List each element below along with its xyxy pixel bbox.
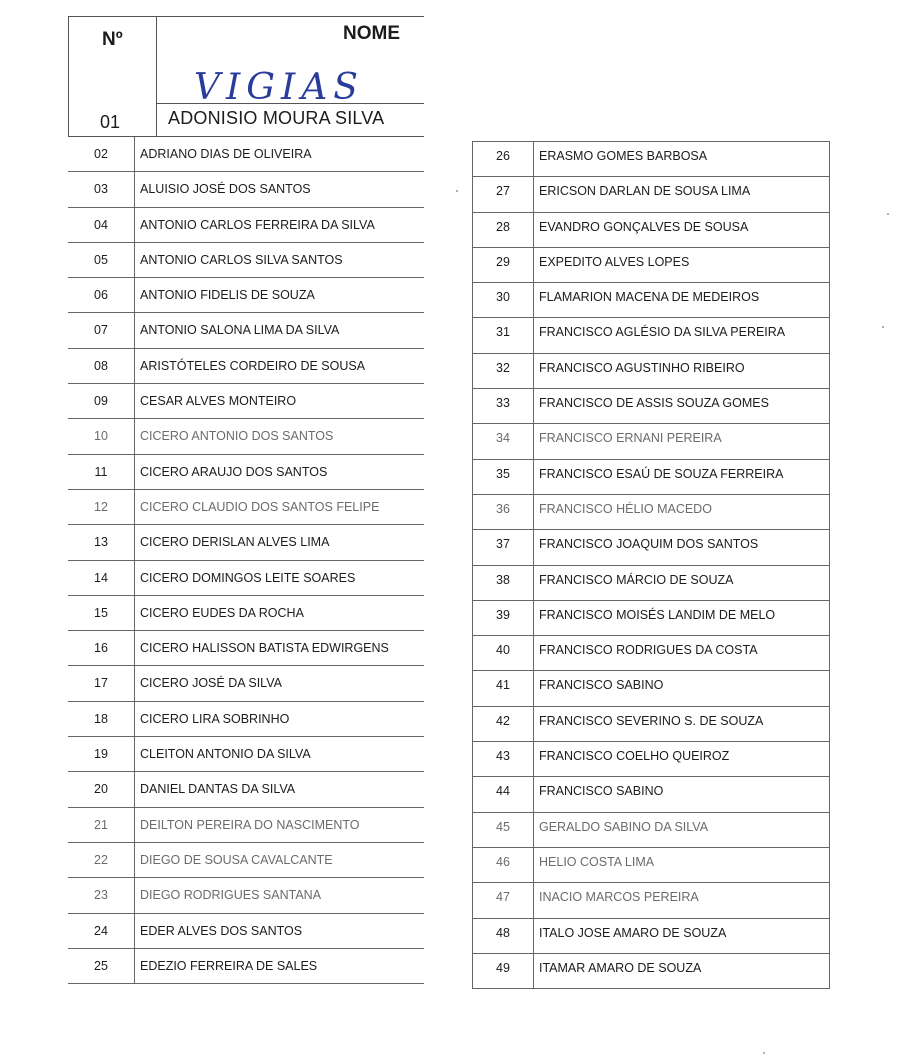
row-number: 02	[94, 147, 108, 161]
row-number: 35	[496, 466, 510, 481]
table-row	[473, 742, 829, 777]
handwritten-title: VIGIAS	[194, 67, 364, 108]
table-row	[68, 843, 424, 878]
table-row	[68, 631, 424, 666]
row-number: 28	[496, 219, 510, 234]
row-number: 33	[496, 396, 510, 411]
table-row	[473, 636, 829, 671]
row-name: ANTONIO CARLOS SILVA SANTOS	[134, 243, 424, 277]
row-name: EDEZIO FERREIRA DE SALES	[134, 949, 424, 983]
row-name: FRANCISCO ESAÚ DE SOUZA FERREIRA	[533, 460, 829, 494]
row-name: FRANCISCO MOISÉS LANDIM DE MELO	[533, 601, 829, 635]
row-name: CICERO HALISSON BATISTA EDWIRGENS	[134, 631, 424, 665]
row-number: 34	[496, 431, 510, 446]
row-name: FRANCISCO AGLÉSIO DA SILVA PEREIRA	[533, 318, 829, 352]
first-row-name: ADONISIO MOURA SILVA	[168, 108, 385, 128]
row-number: 14	[94, 570, 108, 585]
row-name: EDER ALVES DOS SANTOS	[134, 914, 424, 948]
row-number: 46	[496, 854, 510, 869]
left-rows	[68, 137, 424, 984]
row-number: 13	[94, 535, 108, 550]
row-name: ANTONIO FIDELIS DE SOUZA	[134, 278, 424, 312]
table-row	[68, 525, 424, 560]
table-row	[68, 949, 424, 984]
table-row	[68, 808, 424, 843]
row-name: DANIEL DANTAS DA SILVA	[134, 772, 424, 806]
table-row	[473, 777, 829, 812]
row-name: CICERO JOSÉ DA SILVA	[134, 666, 424, 700]
row-number: 40	[496, 643, 510, 658]
row-name: INACIO MARCOS PEREIRA	[533, 883, 829, 917]
table-row	[68, 278, 424, 313]
row-number: 10	[94, 429, 108, 444]
row-name: FRANCISCO JOAQUIM DOS SANTOS	[533, 530, 829, 564]
row-number: 47	[496, 890, 510, 905]
row-number: 30	[496, 290, 510, 305]
number-column-header: Nº	[102, 29, 123, 50]
table-row	[68, 737, 424, 772]
row-name: DEILTON PEREIRA DO NASCIMENTO	[134, 808, 424, 842]
table-row	[68, 243, 424, 278]
scan-speck	[887, 213, 889, 215]
table-row	[473, 389, 829, 424]
row-name: FRANCISCO SABINO	[533, 777, 829, 811]
table-row	[473, 813, 829, 848]
row-name: HELIO COSTA LIMA	[533, 848, 829, 882]
table-row	[473, 283, 829, 318]
scan-speck	[882, 326, 884, 328]
row-number: 11	[94, 464, 108, 479]
table-row	[473, 671, 829, 706]
row-name: FLAMARION MACENA DE MEDEIROS	[533, 283, 829, 317]
table-row	[68, 772, 424, 807]
row-number: 26	[496, 149, 510, 163]
row-number: 42	[496, 713, 510, 728]
row-number: 03	[94, 182, 108, 197]
row-name: FRANCISCO SEVERINO S. DE SOUZA	[533, 707, 829, 741]
row-name: GERALDO SABINO DA SILVA	[533, 813, 829, 847]
row-number: 37	[496, 537, 510, 552]
row-name: ANTONIO CARLOS FERREIRA DA SILVA	[134, 208, 424, 242]
row-name: ERICSON DARLAN DE SOUSA LIMA	[533, 177, 829, 211]
right-roster-table	[472, 141, 830, 989]
row-name: DIEGO RODRIGUES SANTANA	[134, 878, 424, 912]
table-row	[473, 354, 829, 389]
row-number: 49	[496, 960, 510, 975]
table-row	[473, 318, 829, 353]
row-name: DIEGO DE SOUSA CAVALCANTE	[134, 843, 424, 877]
table-row	[68, 561, 424, 596]
table-row	[473, 460, 829, 495]
row-number: 36	[496, 501, 510, 516]
row-name: CICERO CLAUDIO DOS SANTOS FELIPE	[134, 490, 424, 524]
table-row	[68, 137, 424, 172]
row-number: 16	[94, 641, 108, 656]
row-number: 24	[94, 923, 108, 938]
row-name: ADRIANO DIAS DE OLIVEIRA	[134, 137, 424, 171]
row-name: CICERO ANTONIO DOS SANTOS	[134, 419, 424, 453]
row-number: 38	[496, 572, 510, 587]
row-number: 44	[496, 784, 510, 799]
row-number: 07	[94, 323, 108, 338]
row-name: FRANCISCO SABINO	[533, 671, 829, 705]
row-name: FRANCISCO RODRIGUES DA COSTA	[533, 636, 829, 670]
row-name: ERASMO GOMES BARBOSA	[533, 142, 829, 176]
row-name: EXPEDITO ALVES LOPES	[533, 248, 829, 282]
row-number: 31	[496, 325, 510, 340]
table-row	[473, 848, 829, 883]
row-number: 22	[94, 852, 108, 867]
row-number: 21	[94, 817, 108, 832]
first-row-number: 01	[100, 112, 121, 132]
row-number: 17	[94, 676, 108, 691]
scan-speck	[456, 190, 458, 192]
table-row	[473, 424, 829, 459]
table-row	[68, 419, 424, 454]
row-number: 27	[496, 184, 510, 199]
table-row	[473, 707, 829, 742]
row-name: CICERO ARAUJO DOS SANTOS	[134, 455, 424, 489]
row-number: 05	[94, 252, 108, 267]
left-roster-table	[68, 16, 424, 984]
table-row	[473, 142, 829, 177]
row-name: FRANCISCO HÉLIO MACEDO	[533, 495, 829, 529]
table-header	[68, 16, 424, 137]
row-number: 41	[496, 678, 510, 693]
row-number: 06	[94, 288, 108, 303]
table-row	[68, 313, 424, 348]
row-number: 09	[94, 394, 108, 409]
table-row	[473, 601, 829, 636]
scan-speck	[763, 1052, 765, 1054]
row-name: FRANCISCO ERNANI PEREIRA	[533, 424, 829, 458]
row-name: FRANCISCO COELHO QUEIROZ	[533, 742, 829, 776]
name-column-header: NOME	[343, 23, 400, 44]
table-row	[473, 883, 829, 918]
row-number: 45	[496, 819, 510, 834]
row-number: 43	[496, 749, 510, 764]
row-number: 48	[496, 925, 510, 940]
row-name: CICERO DERISLAN ALVES LIMA	[134, 525, 424, 559]
row-number: 04	[94, 217, 108, 232]
row-name: CESAR ALVES MONTEIRO	[134, 384, 424, 418]
row-number: 15	[94, 605, 108, 620]
row-name: FRANCISCO DE ASSIS SOUZA GOMES	[533, 389, 829, 423]
table-row	[68, 384, 424, 419]
row-number: 19	[94, 747, 108, 762]
row-name: CICERO LIRA SOBRINHO	[134, 702, 424, 736]
table-row	[68, 702, 424, 737]
row-number: 32	[496, 360, 510, 375]
table-row	[473, 177, 829, 212]
table-row	[473, 213, 829, 248]
table-row	[473, 495, 829, 530]
table-row	[68, 490, 424, 525]
table-row	[68, 208, 424, 243]
right-rows	[473, 142, 829, 989]
table-row	[473, 248, 829, 283]
row-name: ALUISIO JOSÉ DOS SANTOS	[134, 172, 424, 206]
table-row	[68, 349, 424, 384]
row-name: ITALO JOSE AMARO DE SOUZA	[533, 919, 829, 953]
row-number: 25	[94, 958, 108, 973]
table-row	[473, 566, 829, 601]
row-number: 18	[94, 711, 108, 726]
row-name: CLEITON ANTONIO DA SILVA	[134, 737, 424, 771]
table-row	[68, 878, 424, 913]
row-number: 08	[94, 358, 108, 373]
row-name: CICERO EUDES DA ROCHA	[134, 596, 424, 630]
table-row	[473, 919, 829, 954]
row-name: ITAMAR AMARO DE SOUZA	[533, 954, 829, 988]
table-row	[68, 172, 424, 207]
table-row	[68, 596, 424, 631]
row-name: ANTONIO SALONA LIMA DA SILVA	[134, 313, 424, 347]
row-name: CICERO DOMINGOS LEITE SOARES	[134, 561, 424, 595]
table-row	[473, 530, 829, 565]
row-name: FRANCISCO AGUSTINHO RIBEIRO	[533, 354, 829, 388]
row-number: 12	[94, 499, 108, 514]
row-name: FRANCISCO MÁRCIO DE SOUZA	[533, 566, 829, 600]
row-name: ARISTÓTELES CORDEIRO DE SOUSA	[134, 349, 424, 383]
table-row	[68, 914, 424, 949]
row-number: 29	[496, 254, 510, 269]
table-row	[68, 666, 424, 701]
row-number: 20	[94, 782, 108, 797]
row-name: EVANDRO GONÇALVES DE SOUSA	[533, 213, 829, 247]
table-row	[68, 455, 424, 490]
row-number: 23	[94, 888, 108, 903]
table-row	[473, 954, 829, 989]
row-number: 39	[496, 607, 510, 622]
